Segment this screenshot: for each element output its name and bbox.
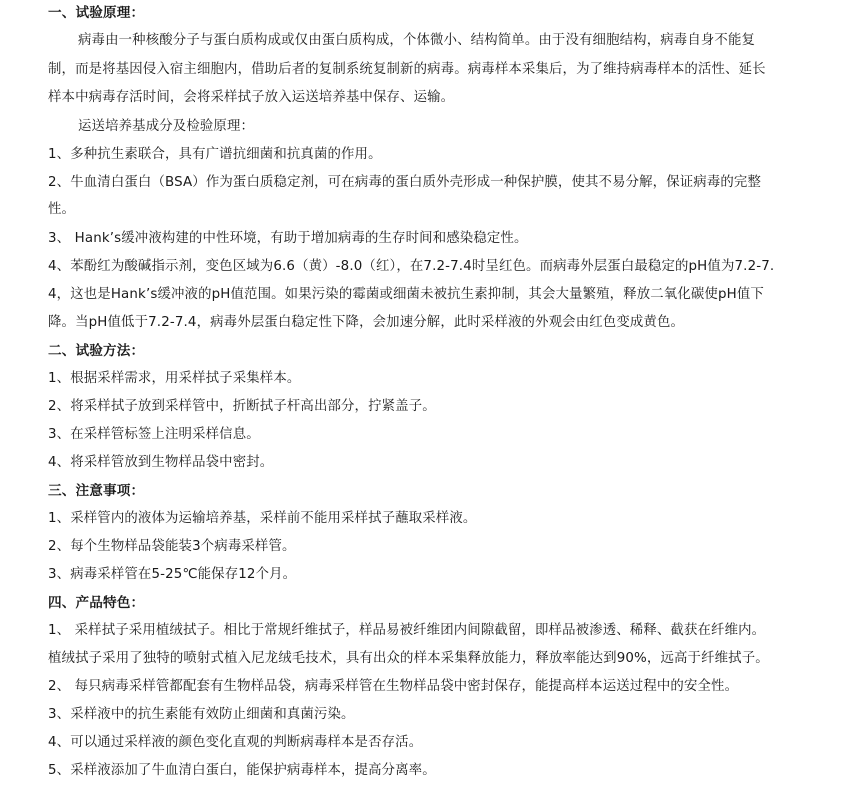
list-item-continuation: 4，这也是Hank’s缓冲液的pH值范围。如果污染的霉菌或细菌未被抗生素抑制，其会大量繁殖，释放二氧化碳使pH值下 <box>48 287 764 302</box>
list-item-continuation: 植绒拭子采用了独特的喷射式植入尼龙绒毛技术，具有出众的样本采集释放能力，释放率能达到90%，远高于纤维拭子。 <box>48 651 769 666</box>
list-item: 1、采样管内的液体为运输培养基，采样前不能用采样拭子蘸取采样液。 <box>48 511 477 526</box>
section-heading-features: 四、产品特色： <box>48 595 145 611</box>
list-item: 3、病毒采样管在5-25℃能保存12个月。 <box>48 567 297 582</box>
list-item: 4、将采样管放到生物样品袋中密封。 <box>48 455 274 470</box>
section-heading-method: 二、试验方法： <box>48 343 145 359</box>
list-item: 2、每个生物样品袋能装3个病毒采样管。 <box>48 539 296 554</box>
list-item: 1、根据采样需求，用采样拭子采集样本。 <box>48 371 301 386</box>
paragraph-line: 制，而是将基因侵入宿主细胞内，借助后者的复制系统复制新的病毒。病毒样本采集后，为了维持病毒样本的活性、延长 <box>48 62 766 77</box>
list-item: 4、苯酚红为酸碱指示剂，变色区域为6.6（黄）-8.0（红），在7.2-7.4时呈红色。而病毒外层蛋白最稳定的pH值为7.2-7. <box>48 259 775 274</box>
section-heading-precautions: 三、注意事项： <box>48 483 145 499</box>
list-item: 2、 每只病毒采样管都配套有生物样品袋，病毒采样管在生物样品袋中密封保存，能提高样本运送过程中的安全性。 <box>48 679 739 694</box>
list-item: 3、 Hank’s缓冲液构建的中性环境，有助于增加病毒的生存时间和感染稳定性。 <box>48 231 528 246</box>
list-item: 1、 采样拭子采用植绒拭子。相比于常规纤维拭子，样品易被纤维团内间隙截留，即样品被渗透、稀释、截获在纤维内。 <box>48 623 766 638</box>
list-item: 2、牛血清白蛋白（BSA）作为蛋白质稳定剂，可在病毒的蛋白质外壳形成一种保护膜，使其不易分解，保证病毒的完整 <box>48 175 762 190</box>
list-item: 3、在采样管标签上注明采样信息。 <box>48 427 260 442</box>
paragraph-line: 运送培养基成分及检验原理： <box>78 119 255 134</box>
list-item: 5、采样液添加了牛血清白蛋白，能保护病毒样本，提高分离率。 <box>48 763 436 778</box>
paragraph-line: 病毒由一种核酸分子与蛋白质构成或仅由蛋白质构成，个体微小、结构简单。由于没有细胞结构，病毒自身不能复 <box>78 33 756 48</box>
section-heading-principle: 一、试验原理： <box>48 5 145 21</box>
list-item: 3、采样液中的抗生素能有效防止细菌和真菌污染。 <box>48 707 355 722</box>
list-item: 1、多种抗生素联合，具有广谱抗细菌和抗真菌的作用。 <box>48 147 382 162</box>
list-item: 2、将采样拭子放到采样管中，折断拭子杆高出部分，拧紧盖子。 <box>48 399 436 414</box>
paragraph-line: 样本中病毒存活时间，会将采样拭子放入运送培养基中保存、运输。 <box>48 90 455 105</box>
list-item-continuation: 降。当pH值低于7.2-7.4，病毒外层蛋白稳定性下降，会加速分解，此时采样液的外观会由红色变成黄色。 <box>48 315 685 330</box>
list-item: 4、可以通过采样液的颜色变化直观的判断病毒样本是否存活。 <box>48 735 423 750</box>
list-item-continuation: 性。 <box>48 202 76 217</box>
